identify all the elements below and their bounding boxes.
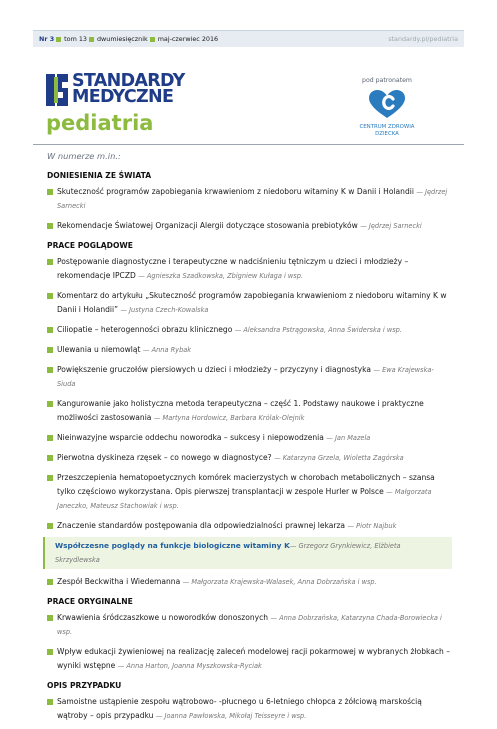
article-title: Ciliopatie – heterogenności obrazu klinicznego [57,325,233,334]
article-authors: — Joanna Pawłowska, Mikołaj Teisseyre i wsp. [155,712,307,720]
article-title: Ulewania u niemowląt [57,345,141,354]
toc-intro: W numerze m.in.: [47,151,121,161]
article-title: Powiększenie gruczołów piersiowych u dzieci i młodzieży – przyczyny i diagnostyka [57,365,372,374]
article-item[interactable] [47,289,452,317]
article-item[interactable] [47,431,452,445]
featured-article-title: Współczesne poglądy na funkcje biologiczne witaminy K [55,541,290,550]
bullet-square-icon [47,223,53,229]
article-item[interactable] [47,611,452,639]
article-authors: — Anna Dobrzańska, Katarzyna Chada-Borowiecka i wsp. [57,614,442,636]
patronage-label: pod patronatem [362,77,412,84]
article-item[interactable] [47,343,452,357]
patronage-org: CENTRUM ZDROWIA DZIECKA [359,124,415,137]
section-title: PRACE POGLĄDOWE [47,241,133,250]
article-title: Znaczenie standardów postępowania dla odpowiedzialności prawnej lekarza [57,521,346,530]
article-title: Skuteczność programów zapobiegania krwawieniom z niedoboru witaminy K w Danii i Holandii [57,187,414,196]
toc [47,148,452,729]
bullet-square-icon [47,523,53,529]
article-title: Samoistne ustąpienie zespołu wątrobowo- -płucnego u 6-letniego chłopca z żółciową marskością wątroby – opis przypadku [57,697,422,720]
featured-article[interactable] [43,537,452,569]
article-authors: — Piotr Najbuk [347,522,397,530]
header-bar [33,30,464,47]
article-title: Wpływ edukacji żywieniowej na realizację zaleceń modelowej racji pokarmowej w wybranych żłobkach – wyniki wstępne [57,647,450,670]
issue-number: Nr 3 [39,35,55,43]
patronage [352,77,422,138]
bullet-square-icon [56,37,61,42]
article-authors: — Małgorzata Janeczko, Mateusz Stachowiak i wsp. [57,488,432,510]
article-authors: — Aleksandra Pstrągowska, Anna Świderska i wsp. [234,326,402,334]
article-item[interactable] [47,695,452,723]
article-authors: — Jędrzej Sarnecki [57,188,448,210]
article-title: Komentarz do artykułu „Skuteczność programów zapobiegania krwawieniom z niedoboru witaminy K w Danii i Holandii” [57,291,447,314]
section-title: DONIESIENIA ZE ŚWIATA [47,171,152,180]
article-item[interactable] [47,185,452,213]
article-item[interactable] [47,363,452,391]
bullet-square-icon [47,293,53,299]
issue-date: maj-czerwiec 2016 [157,35,219,43]
article-authors: — Justyna Czech-Kowalska [120,306,209,314]
bullet-square-icon [47,455,53,461]
article-item[interactable] [47,519,452,533]
article-item[interactable] [47,471,452,513]
logo-line-2: MEDYCZNE [72,87,174,107]
article-title: Nieinwazyjne wsparcie oddechu noworodka – sukcesy i niepowodzenia [57,433,324,442]
bullet-square-icon [47,649,53,655]
article-title: Kangurowanie jako holistyczna metoda terapeutyczna – część 1. Podstawy naukowe i praktyczne możliwości zastosowania [57,399,424,422]
article-authors: — Anna Harton, Joanna Myszkowska-Ryciak [117,662,262,670]
czd-heart-icon [367,88,407,122]
section-title: PRACE ORYGINALNE [47,597,133,606]
article-item[interactable] [47,397,452,425]
article-authors: — Małgorzata Krajewska-Walasek, Anna Dobrzańska i wsp. [182,578,377,586]
article-authors: — Martyna Hordowicz, Barbara Królak-Olejnik [153,414,305,422]
article-title: Rekomendacje Światowej Organizacji Alergii dotyczące stosowania prebiotyków [57,221,358,230]
logo-s-icon [46,74,68,106]
logo-wordmark [72,73,185,105]
bullet-square-icon [47,615,53,621]
article-item[interactable] [47,645,452,673]
bullet-square-icon [47,435,53,441]
bullet-square-icon [47,475,53,481]
bullet-square-icon [89,37,94,42]
article-title: Pierwotna dyskineza rzęsek – co nowego w diagnostyce? [57,453,272,462]
article-title: Zespół Beckwitha i Wiedemanna [57,577,181,586]
frequency: dwumiesięcznik [96,35,148,43]
article-authors: — Ewa Krajewska-Siuda [57,366,434,388]
article-item[interactable] [47,323,452,337]
bullet-square-icon [47,579,53,585]
article-authors: — Agnieszka Szadkowska, Zbigniew Kułaga i wsp. [138,272,304,280]
article-authors: — Anna Rybak [142,346,192,354]
volume: tom 13 [64,35,87,43]
bullet-square-icon [47,347,53,353]
bullet-square-icon [47,189,53,195]
bullet-square-icon [47,367,53,373]
article-item[interactable] [47,451,452,465]
site-url[interactable]: standardy.pl/pediatria [388,35,458,43]
article-title: Przeszczepienia hematopoetycznych komórek macierzystych w chorobach metabolicznych – szansa tylko częściowo wykorzystana. Opis pierwszej transplantacji w zespole Hurler w Polsce [57,473,435,496]
article-item[interactable] [47,575,452,589]
article-title: Postępowanie diagnostyczne i terapeutyczne w nadciśnieniu tętniczym u dzieci i młodzieży – rekomendacje IPCZD [57,257,409,280]
logo-line-1: STANDARDY [72,71,185,91]
bullet-square-icon [47,327,53,333]
bullet-square-icon [47,401,53,407]
article-title: Krwawienia śródczaszkowe u noworodków donoszonych [57,613,269,622]
article-authors: — Jędrzej Sarnecki [360,222,422,230]
article-authors: — Jan Mazela [326,434,371,442]
journal-title: pediatria [46,111,154,135]
section-title: OPIS PRZYPADKU [47,681,122,690]
featured-article-authors: — Grzegorz Grynkiewicz, Elżbieta Skrzydlewska [55,542,401,564]
bullet-square-icon [150,37,155,42]
bullet-square-icon [47,259,53,265]
article-item[interactable] [47,255,452,283]
article-authors: — Katarzyna Grzela, Wioletta Zagórska [274,454,404,462]
article-item[interactable] [47,219,452,233]
divider [33,144,464,145]
